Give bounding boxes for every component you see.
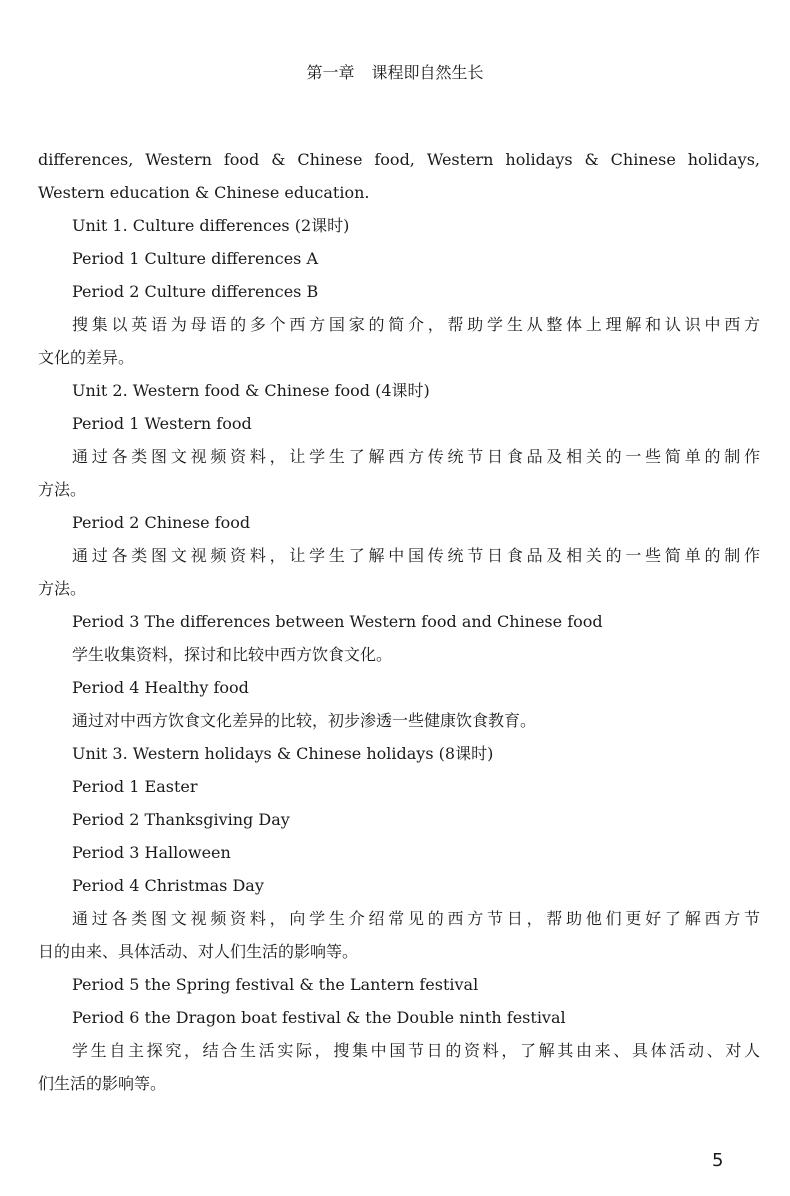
chapter-title: 课程即自然生长	[371, 63, 484, 82]
text-line: Period 4 Christmas Day	[72, 876, 264, 895]
text-line: Period 2 Culture differences B	[72, 282, 319, 301]
text-line: Unit 1. Culture differences (2课时)	[72, 216, 350, 235]
text-line: 通过各类图文视频资料，让学生了解中国传统节日食品及相关的一些简单的制作	[72, 546, 760, 565]
text-line: differences, Western food & Chinese food, Western holidays & Chinese holidays,	[38, 150, 760, 169]
text-line: Period 4 Healthy food	[72, 678, 249, 697]
text-line: Period 3 Halloween	[72, 843, 231, 862]
text-line: Period 2 Thanksgiving Day	[72, 810, 290, 829]
text-line: Period 2 Chinese food	[72, 513, 251, 532]
text-line: Period 1 Culture differences A	[72, 249, 319, 268]
text-line: 学生自主探究，结合生活实际，搜集中国节日的资料，了解其由来、具体活动、对人	[72, 1041, 760, 1060]
text-line: 文化的差异。	[38, 348, 135, 367]
text-line: 方法。	[38, 579, 87, 598]
text-line: Unit 2. Western food & Chinese food (4课时)	[72, 381, 430, 400]
page-number: 5	[712, 1150, 724, 1171]
text-line: Period 1 Easter	[72, 777, 198, 796]
running-header	[0, 60, 790, 83]
text-line: Unit 3. Western holidays & Chinese holidays (8课时)	[72, 744, 494, 763]
text-line: 通过各类图文视频资料，向学生介绍常见的西方节日，帮助他们更好了解西方节	[72, 909, 760, 928]
chapter-label: 第一章	[306, 63, 355, 82]
text-line: Period 1 Western food	[72, 414, 252, 433]
text-line: 通过对中西方饮食文化差异的比较，初步渗透一些健康饮食教育。	[72, 711, 537, 730]
text-line: Western education & Chinese education.	[38, 183, 370, 202]
text-line: 方法。	[38, 480, 87, 499]
text-line: 通过各类图文视频资料，让学生了解西方传统节日食品及相关的一些简单的制作	[72, 447, 760, 466]
text-line: Period 5 the Spring festival & the Lantern festival	[72, 975, 479, 994]
text-line: 日的由来、具体活动、对人们生活的影响等。	[38, 942, 359, 961]
text-line: Period 3 The differences between Western food and Chinese food	[72, 612, 603, 631]
text-line: 们生活的影响等。	[38, 1074, 167, 1093]
text-line: 学生收集资料，探讨和比较中西方饮食文化。	[72, 645, 393, 664]
text-line: 搜集以英语为母语的多个西方国家的简介，帮助学生从整体上理解和认识中西方	[72, 315, 760, 334]
text-line: Period 6 the Dragon boat festival & the Double ninth festival	[72, 1008, 566, 1027]
body-text	[38, 143, 760, 1100]
